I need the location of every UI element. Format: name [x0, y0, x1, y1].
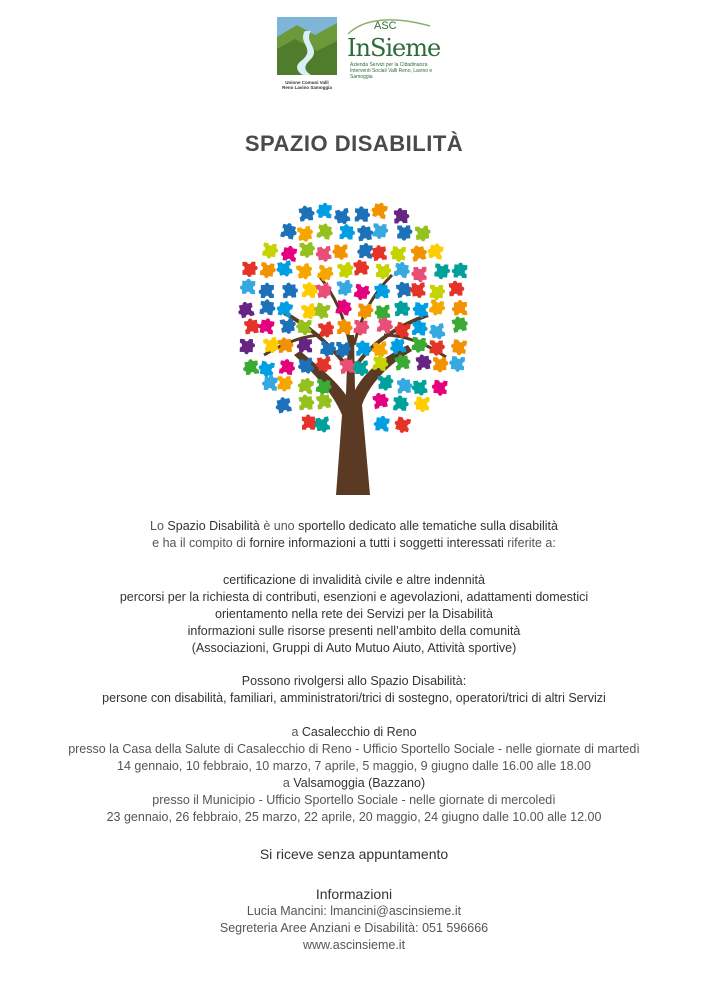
unione-caption-2: Reno Lavino Samoggia: [282, 85, 332, 90]
puzzle-piece-icon: [236, 300, 254, 318]
puzzle-piece-icon: [242, 358, 259, 375]
header-logos: [0, 14, 708, 92]
puzzle-piece-icon: [259, 283, 274, 298]
asc-tagline-1: Azienda Servizi per la Cittadinanza: [350, 62, 428, 68]
topic-item: orientamento nella rete dei Servizi per la Disabilità: [215, 607, 493, 621]
puzzle-piece-icon: [412, 320, 428, 336]
location-2-place: presso il Municipio - Ufficio Sportello Sociale - nelle giornate di mercoledì: [152, 793, 556, 807]
puzzle-piece-icon: [355, 206, 371, 222]
puzzle-piece-icon: [275, 260, 293, 278]
topic-item: informazioni sulle risorse presenti nell’ambito della comunità: [187, 624, 521, 638]
puzzle-tree-illustration: [224, 185, 486, 495]
puzzle-piece-icon: [393, 261, 411, 279]
puzzle-piece-icon: [316, 202, 332, 218]
info-heading: Informazioni: [315, 886, 393, 902]
puzzle-piece-icon: [296, 262, 315, 281]
puzzle-piece-icon: [337, 319, 353, 335]
puzzle-piece-icon: [409, 282, 425, 298]
puzzle-piece-icon: [353, 284, 371, 302]
location-1-place: presso la Casa della Salute di Casalecchio di Reno - Ufficio Sportello Sociale - nelle giornate di martedì: [68, 742, 640, 756]
topics-list: [0, 572, 708, 657]
puzzle-piece-icon: [299, 394, 315, 410]
puzzle-piece-icon: [451, 262, 467, 278]
topic-item: percorsi per la richiesta di contributi, esenzioni e agevolazioni, adattamenti domestici: [119, 590, 589, 604]
puzzle-piece-icon: [451, 315, 469, 333]
asc-insieme-logo: [344, 16, 441, 86]
puzzle-piece-icon: [242, 262, 257, 277]
puzzle-piece-icon: [411, 267, 427, 283]
location-2-name: a Valsamoggia (Bazzano): [282, 776, 426, 790]
puzzle-piece-icon: [274, 396, 292, 414]
topic-item: (Associazioni, Gruppi di Auto Mutuo Aiuto, Attività sportive): [191, 641, 517, 655]
puzzle-piece-icon: [259, 262, 276, 279]
puzzle-piece-icon: [257, 360, 275, 378]
puzzle-piece-icon: [372, 223, 389, 240]
puzzle-piece-icon: [390, 246, 406, 262]
puzzle-piece-icon: [370, 201, 388, 219]
puzzle-piece-icon: [428, 299, 446, 317]
info-section: [0, 886, 708, 954]
location-1-dates: 14 gennaio, 10 febbraio, 10 marzo, 7 aprile, 5 maggio, 9 giugno dalle 16.00 alle 18.00: [117, 759, 591, 773]
puzzle-piece-icon: [412, 302, 428, 318]
puzzle-piece-icon: [413, 396, 429, 412]
puzzle-piece-icon: [316, 222, 334, 240]
puzzle-piece-icon: [339, 224, 355, 240]
puzzle-piece-icon: [302, 414, 317, 429]
intro-text: [0, 518, 708, 552]
who-line-1: Possono rivolgersi allo Spazio Disabilità:: [241, 674, 467, 688]
valley-river-icon: [277, 17, 337, 75]
puzzle-piece-icon: [353, 259, 370, 276]
puzzle-piece-icon: [433, 357, 448, 372]
puzzle-piece-icon: [357, 243, 373, 259]
puzzle-piece-icon: [415, 225, 432, 242]
asc-small-text: ASC: [374, 20, 397, 32]
puzzle-piece-icon: [450, 339, 467, 356]
puzzle-piece-icon: [299, 242, 315, 258]
location-1-name: a Casalecchio di Reno: [291, 725, 417, 739]
info-phone: Segreteria Aree Anziani e Disabilità: 051 596666: [219, 921, 489, 935]
puzzle-piece-icon: [302, 282, 319, 299]
puzzle-piece-icon: [357, 224, 374, 241]
puzzle-piece-icon: [394, 300, 410, 316]
puzzle-piece-icon: [434, 263, 451, 280]
puzzle-piece-icon: [240, 279, 256, 295]
puzzle-piece-icon: [333, 208, 351, 226]
puzzle-piece-icon: [431, 380, 448, 397]
puzzle-piece-icon: [316, 392, 334, 410]
puzzle-piece-icon: [297, 225, 315, 243]
intro-line-1: Lo Spazio Disabilità è uno sportello dedicato alle tematiche sulla disabilità: [150, 519, 558, 533]
puzzle-piece-icon: [352, 360, 368, 376]
who-line-2: persone con disabilità, familiari, amministratori/trici di sostegno, operatori/trici di altri Servizi: [102, 691, 606, 705]
topic-item: certificazione di invalidità civile e altre indennità: [223, 573, 485, 587]
puzzle-piece-icon: [263, 336, 281, 354]
puzzle-piece-icon: [318, 321, 336, 339]
locations-section: [0, 724, 708, 826]
puzzle-piece-icon: [313, 416, 330, 433]
puzzle-piece-icon: [257, 317, 274, 334]
puzzle-piece-icon: [244, 317, 261, 334]
asc-tagline: [350, 62, 434, 80]
puzzle-piece-icon: [452, 300, 468, 316]
puzzle-piece-icon: [397, 225, 412, 240]
puzzle-piece-icon: [240, 339, 255, 354]
puzzle-piece-icon: [415, 353, 432, 370]
puzzle-piece-icon: [430, 285, 446, 301]
puzzle-piece-icon: [298, 205, 315, 222]
puzzle-piece-icon: [278, 376, 293, 391]
no-appointment-note: Si riceve senza appuntamento: [259, 846, 449, 862]
unione-comuni-logo: [277, 17, 337, 90]
puzzle-piece-icon: [259, 299, 276, 316]
puzzle-piece-icon: [337, 279, 354, 296]
puzzle-piece-icon: [337, 261, 355, 279]
puzzle-piece-icon: [315, 246, 332, 263]
asc-tagline-2: Interventi Sociali Valli Reno, Lavino e Samoggia: [350, 68, 433, 80]
puzzle-piece-icon: [378, 375, 395, 392]
puzzle-piece-icon: [410, 243, 428, 261]
puzzle-piece-icon: [262, 242, 279, 259]
info-contact: Lucia Mancini: lmancini@ascinsieme.it: [246, 904, 462, 918]
puzzle-piece-icon: [374, 283, 390, 299]
puzzle-piece-icon: [393, 416, 411, 434]
asc-big-text: InSieme: [347, 34, 441, 62]
puzzle-piece-icon: [411, 380, 428, 397]
puzzle-piece-icon: [372, 391, 390, 409]
unione-caption-1: Unione Comuni Valli: [285, 80, 329, 85]
puzzle-piece-icon: [411, 337, 428, 354]
puzzle-piece-icon: [261, 374, 277, 390]
puzzle-piece-icon: [374, 305, 390, 321]
puzzle-piece-icon: [279, 358, 296, 375]
puzzle-piece-icon: [393, 395, 409, 411]
location-2-dates: 23 gennaio, 26 febbraio, 25 marzo, 22 aprile, 20 maggio, 24 giugno dalle 10.00 alle 12.00: [106, 810, 602, 824]
puzzle-piece-icon: [316, 265, 334, 283]
puzzle-piece-icon: [449, 280, 465, 296]
puzzle-piece-icon: [397, 377, 413, 393]
puzzle-piece-icon: [332, 244, 348, 260]
puzzle-piece-icon: [426, 242, 444, 260]
puzzle-piece-icon: [428, 323, 446, 341]
puzzle-piece-icon: [280, 245, 297, 262]
intro-line-2: e ha il compito di fornire informazioni a tutti i soggetti interessati riferite a:: [152, 536, 556, 550]
puzzle-piece-icon: [394, 208, 410, 224]
puzzle-piece-icon: [280, 222, 299, 241]
puzzle-piece-icon: [358, 303, 374, 319]
puzzle-piece-icon: [282, 282, 298, 298]
puzzle-piece-icon: [356, 340, 371, 355]
page-title: SPAZIO DISABILITÀ: [244, 131, 464, 156]
info-website: www.ascinsieme.it: [302, 938, 406, 952]
puzzle-piece-icon: [297, 376, 315, 394]
puzzle-piece-icon: [373, 415, 390, 432]
puzzle-piece-icon: [448, 356, 465, 373]
who-section: [0, 673, 708, 707]
puzzle-piece-icon: [278, 337, 295, 354]
